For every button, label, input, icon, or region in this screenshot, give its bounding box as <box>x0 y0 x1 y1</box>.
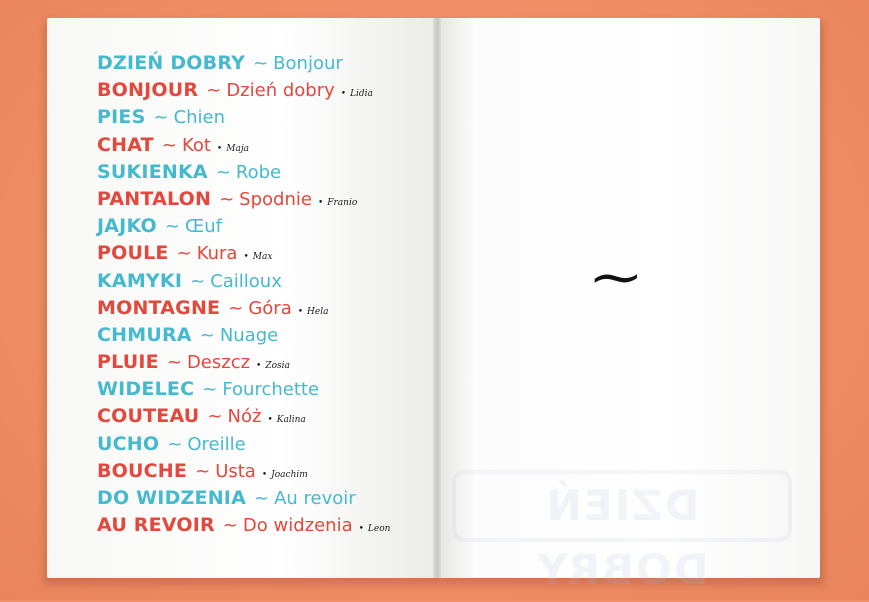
show-through-title: DZIEŃ DOBRY <box>452 470 792 542</box>
entry-translation: Usta <box>215 460 256 482</box>
vocabulary-entry <box>97 268 390 295</box>
vocabulary-entry <box>97 349 390 376</box>
entry-credit: • Hela <box>298 299 329 326</box>
entry-translation: Kot <box>181 134 211 156</box>
entry-term: UCHO <box>97 432 160 455</box>
entry-translation: Nuage <box>219 324 279 346</box>
entry-separator: ~ <box>167 433 183 455</box>
entry-separator: ~ <box>166 352 182 374</box>
entry-separator: ~ <box>161 134 177 156</box>
entry-separator: ~ <box>199 324 215 346</box>
entry-separator: ~ <box>253 53 269 74</box>
entry-term: JAJKO <box>97 215 157 238</box>
entry-term: DZIEŃ DOBRY <box>97 52 246 74</box>
entry-term: COUTEAU <box>97 405 200 428</box>
vocabulary-entry <box>97 186 390 213</box>
entry-separator: ~ <box>206 80 222 102</box>
entry-term: CHAT <box>97 133 154 156</box>
vocabulary-entry <box>97 295 390 322</box>
vocabulary-entry <box>97 240 390 267</box>
entry-translation: Dzień dobry <box>226 80 335 102</box>
vocabulary-entry <box>97 159 390 186</box>
entry-term: BOUCHE <box>97 459 188 482</box>
entry-separator: ~ <box>190 270 206 292</box>
entry-term: PLUIE <box>97 351 159 374</box>
vocabulary-entry <box>97 458 390 485</box>
vocabulary-entry <box>97 376 390 403</box>
entry-translation: Do widzenia <box>242 515 353 537</box>
entry-translation: Nóż <box>227 406 262 428</box>
vocabulary-entry <box>97 485 390 512</box>
entry-term: PIES <box>97 106 146 129</box>
entry-translation: Bonjour <box>273 53 343 74</box>
entry-credit: • Lidia <box>341 81 373 108</box>
entry-translation: Góra <box>248 297 292 319</box>
entry-translation: Kura <box>196 243 238 265</box>
entry-translation: Oreille <box>187 433 246 455</box>
entry-term: AU REVOIR <box>97 514 215 537</box>
entry-credit: • Max <box>243 244 272 271</box>
entry-translation: Cailloux <box>210 270 282 292</box>
vocabulary-entry <box>97 50 390 77</box>
entry-translation: Œuf <box>184 216 222 238</box>
tilde-mark: ~ <box>587 248 645 308</box>
entry-separator: ~ <box>207 406 223 428</box>
entry-separator: ~ <box>219 188 235 210</box>
entry-term: POULE <box>97 242 169 265</box>
entry-credit: • Joachim <box>262 462 308 489</box>
entry-credit: • Kalina <box>267 407 305 434</box>
entry-term: SUKIENKA <box>97 160 208 183</box>
entry-term: BONJOUR <box>97 79 199 102</box>
entry-translation: Chien <box>173 107 226 129</box>
entry-separator: ~ <box>176 243 192 265</box>
vocabulary-list <box>97 50 390 539</box>
vocabulary-entry <box>97 403 390 430</box>
entry-term: KAMYKI <box>97 269 183 292</box>
vocabulary-entry <box>97 77 390 104</box>
book-gutter <box>433 18 441 578</box>
entry-separator: ~ <box>153 107 169 129</box>
entry-credit: • Zosia <box>256 353 290 380</box>
entry-credit: • Maja <box>217 136 249 163</box>
entry-separator: ~ <box>202 379 218 401</box>
entry-translation: Robe <box>235 161 282 183</box>
vocabulary-entry <box>97 104 390 131</box>
entry-term: DO WIDZENIA <box>97 487 246 509</box>
entry-term: MONTAGNE <box>97 296 221 319</box>
entry-translation: Deszcz <box>186 352 251 374</box>
vocabulary-entry <box>97 512 390 539</box>
vocabulary-entry <box>97 213 390 240</box>
entry-term: WIDELEC <box>97 378 195 401</box>
entry-credit: • Leon <box>359 516 391 543</box>
entry-separator: ~ <box>222 515 238 537</box>
vocabulary-entry <box>97 431 390 458</box>
vocabulary-entry <box>97 322 390 349</box>
entry-separator: ~ <box>215 161 231 183</box>
entry-separator: ~ <box>228 297 244 319</box>
entry-separator: ~ <box>164 216 180 238</box>
entry-term: PANTALON <box>97 187 212 210</box>
vocabulary-entry <box>97 132 390 159</box>
entry-translation: Fourchette <box>222 379 320 401</box>
entry-term: CHMURA <box>97 323 192 346</box>
entry-separator: ~ <box>253 488 270 509</box>
entry-credit: • Franio <box>318 190 357 217</box>
entry-translation: Spodnie <box>239 188 312 210</box>
entry-separator: ~ <box>195 460 211 482</box>
entry-translation: Au revoir <box>274 488 356 509</box>
